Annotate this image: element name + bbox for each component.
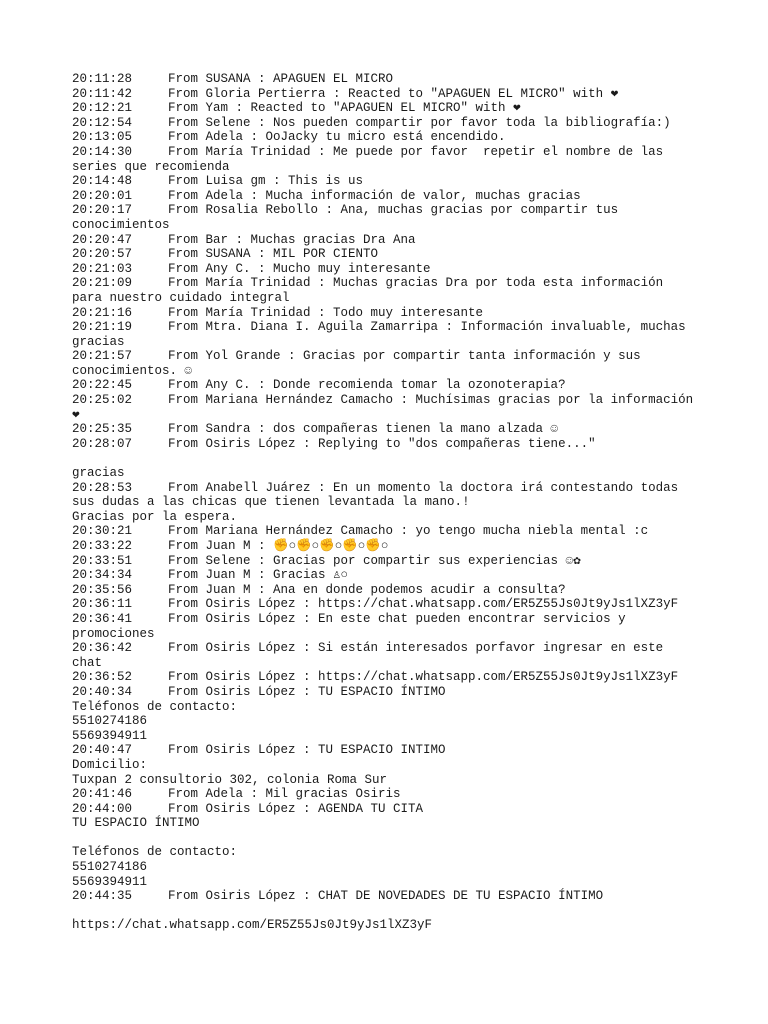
timestamp: 20:36:52	[72, 670, 133, 685]
transcript-line	[72, 524, 712, 539]
timestamp: 20:36:11	[72, 597, 133, 612]
transcript-line	[72, 845, 712, 860]
message-text: From Bar : Muchas gracias Dra Ana	[168, 232, 416, 247]
transcript-line	[72, 203, 712, 218]
message-continuation: gracias	[72, 466, 125, 481]
transcript-line	[72, 320, 712, 335]
message-text: From María Trinidad : Muchas gracias Dra por toda esta información	[168, 276, 664, 291]
message-text: From María Trinidad : Todo muy interesante	[168, 305, 484, 320]
timestamp: 20:40:34	[72, 684, 133, 699]
transcript-line	[72, 393, 712, 408]
message-text: From Any C. : Mucho muy interesante	[168, 261, 431, 276]
message-continuation: para nuestro cuidado integral	[72, 290, 290, 305]
transcript-line	[72, 160, 712, 175]
message-continuation: ❤	[72, 407, 80, 422]
message-text: From Juan M : Gracias ♙○	[168, 568, 349, 583]
message-text: From María Trinidad : Me puede por favor repetir el nombre de las	[168, 144, 664, 159]
message-text: From Osiris López : Replying to "dos compañeras tiene..."	[168, 436, 596, 451]
message-text: From Osiris López : TU ESPACIO INTIMO	[168, 743, 446, 758]
transcript-line	[72, 860, 712, 875]
transcript-line	[72, 554, 712, 569]
message-text: From Osiris López : Si están interesados porfavor ingresar en este	[168, 641, 664, 656]
transcript-line	[72, 335, 712, 350]
message-text: From Yam : Reacted to "APAGUEN EL MICRO" with ❤	[168, 101, 521, 116]
transcript-line	[72, 481, 712, 496]
transcript-line	[72, 773, 712, 788]
message-text: From Mtra. Diana I. Aguila Zamarripa : Información invaluable, muchas	[168, 320, 686, 335]
timestamp: 20:36:42	[72, 641, 133, 656]
transcript-line	[72, 174, 712, 189]
timestamp: 20:20:01	[72, 188, 133, 203]
transcript-line	[72, 787, 712, 802]
transcript-line	[72, 904, 712, 919]
message-continuation: 5510274186	[72, 860, 148, 875]
timestamp: 20:12:21	[72, 101, 133, 116]
message-text: From Osiris López : CHAT DE NOVEDADES DE TU ESPACIO ÍNTIMO	[168, 889, 604, 904]
chat-transcript	[72, 72, 712, 933]
timestamp: 20:41:46	[72, 787, 133, 802]
transcript-line	[72, 627, 712, 642]
message-continuation: 5569394911	[72, 728, 148, 743]
transcript-line	[72, 466, 712, 481]
timestamp: 20:35:56	[72, 582, 133, 597]
timestamp: 20:25:02	[72, 393, 133, 408]
message-text: From Mariana Hernández Camacho : Muchísimas gracias por la información	[168, 393, 694, 408]
transcript-line	[72, 700, 712, 715]
message-text: From Gloria Pertierra : Reacted to "APAGUEN EL MICRO" with ❤	[168, 86, 619, 101]
transcript-line	[72, 670, 712, 685]
message-text: From Juan M : Ana en donde podemos acudir a consulta?	[168, 582, 566, 597]
timestamp: 20:44:35	[72, 889, 133, 904]
timestamp: 20:21:16	[72, 305, 133, 320]
timestamp: 20:21:09	[72, 276, 133, 291]
message-text: From Adela : Mucha información de valor, muchas gracias	[168, 188, 581, 203]
transcript-line	[72, 116, 712, 131]
timestamp: 20:30:21	[72, 524, 133, 539]
transcript-line	[72, 816, 712, 831]
transcript-line	[72, 918, 712, 933]
transcript-line	[72, 597, 712, 612]
transcript-line	[72, 714, 712, 729]
transcript-line	[72, 758, 712, 773]
message-text: From Luisa gm : This is us	[168, 174, 364, 189]
timestamp: 20:11:28	[72, 72, 133, 86]
transcript-line	[72, 539, 712, 554]
message-text: From Adela : Mil gracias Osiris	[168, 787, 401, 802]
transcript-line	[72, 685, 712, 700]
transcript-line	[72, 145, 712, 160]
message-continuation: gracias	[72, 334, 125, 349]
timestamp: 20:33:51	[72, 553, 133, 568]
transcript-line	[72, 72, 712, 87]
message-text: From Any C. : Donde recomienda tomar la ozonoterapia?	[168, 378, 566, 393]
transcript-line	[72, 247, 712, 262]
message-text: From Osiris López : En este chat pueden encontrar servicios y	[168, 611, 626, 626]
transcript-line	[72, 130, 712, 145]
message-continuation: 5569394911	[72, 874, 148, 889]
message-continuation: Teléfonos de contacto:	[72, 699, 238, 714]
transcript-line	[72, 276, 712, 291]
message-continuation: Domicilio:	[72, 757, 148, 772]
message-text: From Anabell Juárez : En un momento la doctora irá contestando todas	[168, 480, 679, 495]
transcript-line	[72, 831, 712, 846]
transcript-line	[72, 233, 712, 248]
timestamp: 20:28:07	[72, 436, 133, 451]
timestamp: 20:21:57	[72, 349, 133, 364]
transcript-line	[72, 510, 712, 525]
transcript-line	[72, 189, 712, 204]
transcript-line	[72, 612, 712, 627]
message-text: From Selene : Nos pueden compartir por favor toda la bibliografía:)	[168, 115, 671, 130]
timestamp: 20:33:22	[72, 539, 133, 553]
message-text: From Selene : Gracias por compartir sus experiencias ☺✿	[168, 553, 581, 568]
message-continuation: Gracias por la espera.	[72, 509, 238, 524]
transcript-line	[72, 291, 712, 306]
transcript-line	[72, 408, 712, 423]
transcript-line	[72, 101, 712, 116]
message-continuation: Tuxpan 2 consultorio 302, colonia Roma Sur	[72, 772, 388, 787]
timestamp: 20:12:54	[72, 115, 133, 130]
timestamp: 20:11:42	[72, 86, 133, 101]
timestamp: 20:13:05	[72, 130, 133, 145]
transcript-line	[72, 875, 712, 890]
transcript-line	[72, 656, 712, 671]
transcript-line	[72, 218, 712, 233]
timestamp: 20:22:45	[72, 378, 133, 393]
timestamp: 20:34:34	[72, 568, 133, 583]
message-continuation: https://chat.whatsapp.com/ER5Z55Js0Jt9yJs1lXZ3yF	[72, 918, 433, 933]
timestamp: 20:40:47	[72, 743, 133, 758]
message-continuation: Teléfonos de contacto:	[72, 845, 238, 860]
message-text: From SUSANA : APAGUEN EL MICRO	[168, 72, 394, 86]
transcript-line	[72, 349, 712, 364]
message-text: From SUSANA : MIL POR CIENTO	[168, 247, 379, 262]
message-text: From Juan M : ✊○✊○✊○✊○✊○	[168, 539, 389, 553]
message-text: From Yol Grande : Gracias por compartir tanta información y sus	[168, 349, 641, 364]
message-text: From Rosalia Rebollo : Ana, muchas gracias por compartir tus	[168, 203, 619, 218]
timestamp: 20:20:57	[72, 247, 133, 262]
timestamp: 20:21:03	[72, 261, 133, 276]
timestamp: 20:14:30	[72, 144, 133, 159]
transcript-line	[72, 378, 712, 393]
timestamp: 20:25:35	[72, 422, 133, 437]
transcript-line	[72, 422, 712, 437]
message-continuation: 5510274186	[72, 714, 148, 729]
message-continuation: conocimientos	[72, 217, 170, 232]
transcript-line	[72, 495, 712, 510]
transcript-line	[72, 306, 712, 321]
message-text: From Osiris López : https://chat.whatsapp.com/ER5Z55Js0Jt9yJs1lXZ3yF	[168, 670, 679, 685]
message-text: From Mariana Hernández Camacho : yo tengo mucha niebla mental :c	[168, 524, 649, 539]
transcript-line	[72, 743, 712, 758]
message-text: From Osiris López : https://chat.whatsapp.com/ER5Z55Js0Jt9yJs1lXZ3yF	[168, 597, 679, 612]
transcript-line	[72, 729, 712, 744]
transcript-line	[72, 802, 712, 817]
timestamp: 20:14:48	[72, 174, 133, 189]
transcript-line	[72, 87, 712, 102]
transcript-line	[72, 364, 712, 379]
timestamp: 20:21:19	[72, 320, 133, 335]
transcript-line	[72, 889, 712, 904]
message-text: From Sandra : dos compañeras tienen la mano alzada ☺	[168, 422, 559, 437]
message-text: From Osiris López : TU ESPACIO ÍNTIMO	[168, 684, 446, 699]
message-continuation: conocimientos. ☺	[72, 363, 193, 378]
timestamp: 20:36:41	[72, 611, 133, 626]
transcript-line	[72, 583, 712, 598]
transcript-line	[72, 568, 712, 583]
message-text: From Adela : OoJacky tu micro está encendido.	[168, 130, 506, 145]
timestamp: 20:28:53	[72, 480, 133, 495]
timestamp: 20:20:47	[72, 232, 133, 247]
timestamp: 20:20:17	[72, 203, 133, 218]
message-text: From Osiris López : AGENDA TU CITA	[168, 801, 424, 816]
transcript-line	[72, 641, 712, 656]
transcript-line	[72, 451, 712, 466]
message-continuation: series que recomienda	[72, 159, 230, 174]
message-continuation: chat	[72, 655, 103, 670]
transcript-line	[72, 262, 712, 277]
message-continuation: promociones	[72, 626, 155, 641]
message-continuation: sus dudas a las chicas que tienen levantada la mano.!	[72, 495, 470, 510]
message-continuation: TU ESPACIO ÍNTIMO	[72, 816, 200, 831]
timestamp: 20:44:00	[72, 801, 133, 816]
transcript-line	[72, 437, 712, 452]
